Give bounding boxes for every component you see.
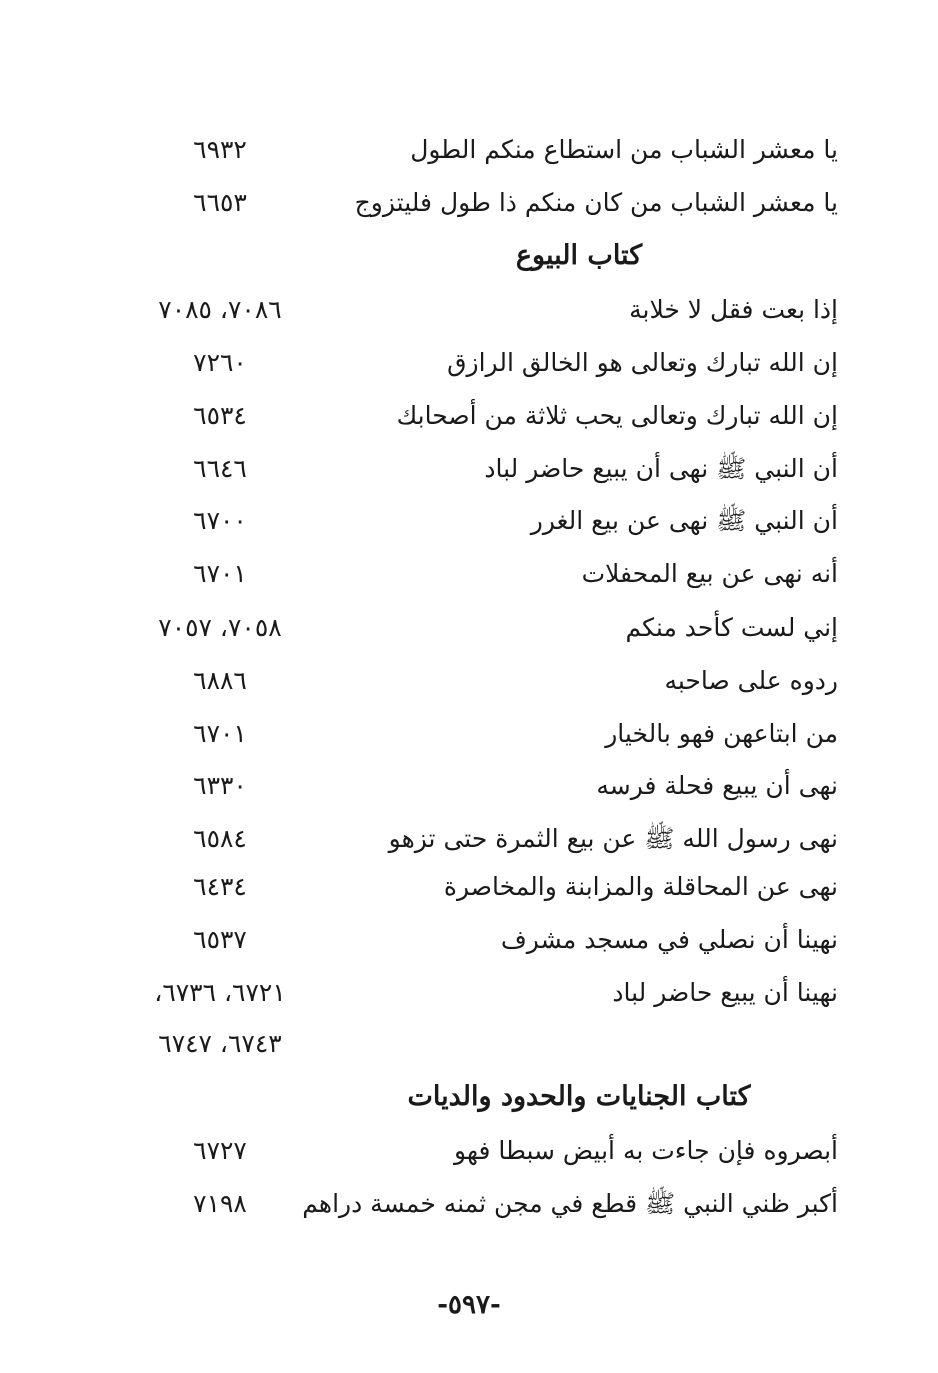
hadith-refs: ٦٧٠٠ [193, 506, 247, 535]
index-row [0, 552, 938, 596]
index-row [0, 341, 938, 385]
index-row [0, 712, 938, 756]
hadith-text: أبصروه فإن جاءت به أبيض سبطا فهو [454, 1136, 838, 1165]
hadith-text: إن الله تبارك وتعالى هو الخالق الرازق [447, 348, 838, 377]
section-heading-jinayat: كتاب الجنايات والحدود والديات [407, 1081, 751, 1112]
hadith-text: إذا بعت فقل لا خلابة [629, 295, 838, 324]
hadith-refs: ٦٨٨٦ [193, 666, 247, 695]
index-row [0, 288, 938, 332]
hadith-refs: ٦٧٢٧ [193, 1136, 247, 1165]
index-row [0, 1129, 938, 1173]
hadith-text: أكبر ظني النبي ﷺ قطع في مجن ثمنه خمسة دراهم [302, 1189, 838, 1218]
hadith-text: إن الله تبارك وتعالى يحب ثلاثة من أصحابك [396, 401, 838, 430]
hadith-refs: ٦٧٠١ [193, 559, 247, 588]
hadith-text: أنه نهى عن بيع المحفلات [581, 559, 838, 588]
index-row [0, 128, 938, 172]
hadith-text: إني لست كأحد منكم [625, 613, 838, 642]
hadith-refs: ٧٠٥٨، ٧٠٥٧ [158, 613, 282, 642]
hadith-refs: ٧٢٦٠ [193, 348, 247, 377]
hadith-text: نهى رسول الله ﷺ عن بيع الثمرة حتى تزهو [388, 824, 838, 853]
index-row [0, 606, 938, 650]
index-row [0, 764, 938, 808]
hadith-refs: ٧٠٨٦، ٧٠٨٥ [158, 295, 282, 324]
index-row [0, 1182, 938, 1226]
index-row [0, 181, 938, 225]
hadith-refs: ٧١٩٨ [193, 1189, 247, 1218]
hadith-text: يا معشر الشباب من كان منكم ذا طول فليتزوج [354, 188, 838, 217]
hadith-text: يا معشر الشباب من استطاع منكم الطول [410, 135, 838, 164]
hadith-refs: ٦٦٤٦ [193, 454, 247, 483]
hadith-refs: ٦٦٥٣ [193, 188, 247, 217]
hadith-refs: ٦٧٠١ [193, 719, 247, 748]
index-row [0, 971, 938, 1015]
hadith-refs-continued: ٦٧٤٣، ٦٧٤٧ [158, 1029, 282, 1058]
hadith-text: من ابتاعهن فهو بالخيار [605, 719, 838, 748]
hadith-text: نهى أن يبيع فحلة فرسه [596, 771, 838, 800]
index-row [0, 918, 938, 962]
index-row [0, 865, 938, 909]
index-row [0, 447, 938, 491]
hadith-refs: ٦٧٢١، ٦٧٣٦، [154, 978, 286, 1007]
hadith-text: نهينا أن يبيع حاضر لباد [612, 978, 838, 1007]
hadith-refs: ٦٤٣٤ [193, 872, 247, 901]
section-heading-buyu: كتاب البيوع [515, 240, 643, 271]
index-row [0, 394, 938, 438]
hadith-refs: ٦٥٨٤ [193, 824, 247, 853]
index-row [0, 499, 938, 543]
hadith-refs: ٦٩٣٢ [193, 135, 247, 164]
page-number: -٥٩٧- [437, 1290, 501, 1320]
index-row-continuation [0, 1022, 938, 1066]
hadith-text: ردوه على صاحبه [664, 666, 838, 695]
hadith-text: نهى عن المحاقلة والمزابنة والمخاصرة [443, 872, 838, 901]
hadith-refs: ٦٥٣٧ [193, 925, 247, 954]
index-row [0, 659, 938, 703]
hadith-text: نهينا أن نصلي في مسجد مشرف [500, 925, 838, 954]
index-row [0, 817, 938, 861]
hadith-refs: ٦٣٣٠ [193, 771, 247, 800]
hadith-refs: ٦٥٣٤ [193, 401, 247, 430]
hadith-text: أن النبي ﷺ نهى عن بيع الغرر [530, 506, 838, 535]
hadith-text: أن النبي ﷺ نهى أن يبيع حاضر لباد [484, 454, 838, 483]
